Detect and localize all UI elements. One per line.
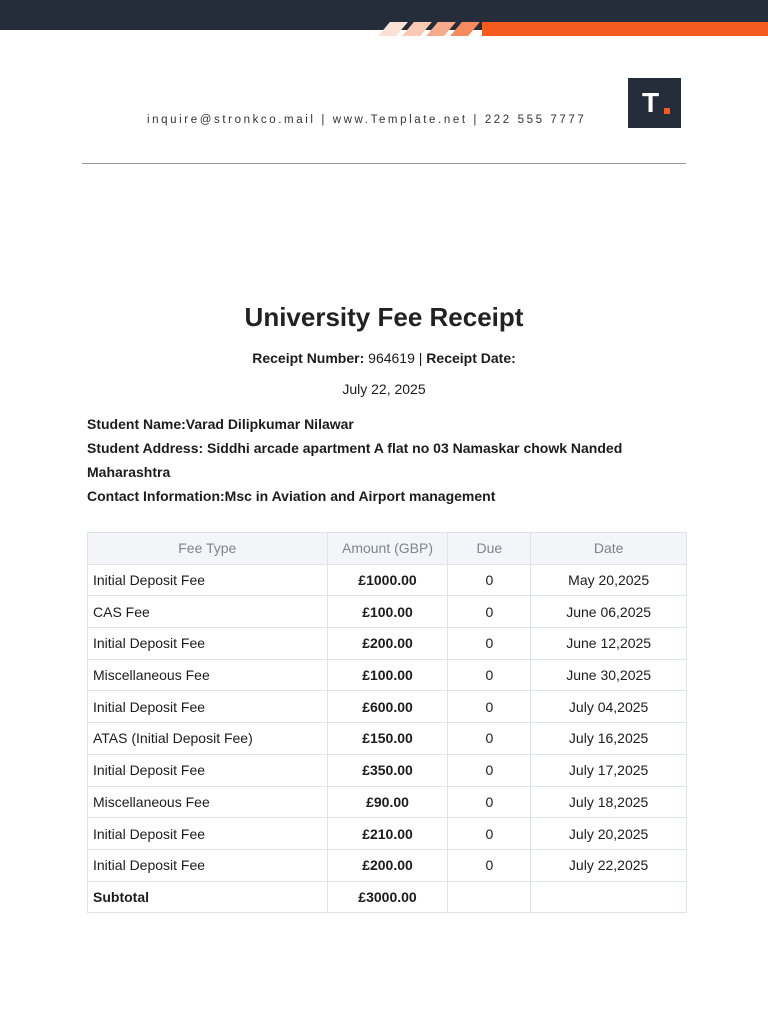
fee-type: CAS Fee: [88, 596, 328, 628]
header-amount: Amount (GBP): [327, 533, 448, 565]
document-title: University Fee Receipt: [244, 302, 524, 332]
subtotal-row: [88, 881, 687, 913]
student-address: Siddhi arcade apartment A flat no 03 Namaskar chowk Nanded Maharashtra: [87, 440, 623, 480]
fee-date: July 16,2025: [531, 723, 687, 755]
fee-due: 0: [448, 723, 531, 755]
fee-date: July 04,2025: [531, 691, 687, 723]
contact-info-value: Msc in Aviation and Airport management: [224, 488, 496, 504]
header-stripes: [376, 22, 488, 36]
fee-date: May 20,2025: [531, 564, 687, 596]
fee-amount: £1000.00: [327, 564, 448, 596]
fee-date: June 30,2025: [531, 659, 687, 691]
student-address-label: Student Address:: [87, 440, 204, 456]
company-logo: [628, 78, 681, 128]
student-name: Varad Dilipkumar Nilawar: [185, 416, 354, 432]
fee-type: ATAS (Initial Deposit Fee): [88, 723, 328, 755]
fee-type: Initial Deposit Fee: [88, 849, 328, 881]
fee-amount: £90.00: [327, 786, 448, 818]
separator: |: [418, 350, 423, 366]
table-row: [88, 659, 687, 691]
fee-date: July 18,2025: [531, 786, 687, 818]
student-info: [87, 412, 687, 508]
fee-amount: £210.00: [327, 818, 448, 850]
table-row: [88, 754, 687, 786]
table-row: [88, 564, 687, 596]
fee-amount: £200.00: [327, 628, 448, 660]
table-row: [88, 849, 687, 881]
fee-type: Initial Deposit Fee: [88, 754, 328, 786]
table-header-row: [88, 533, 687, 565]
fee-amount: £200.00: [327, 849, 448, 881]
fee-due: 0: [448, 849, 531, 881]
fee-amount: £150.00: [327, 723, 448, 755]
fee-due: 0: [448, 691, 531, 723]
fee-due: 0: [448, 786, 531, 818]
fee-amount: £100.00: [327, 596, 448, 628]
fee-amount: £600.00: [327, 691, 448, 723]
subtotal-amount: £3000.00: [327, 881, 448, 913]
header-accent-bar: [482, 22, 768, 36]
table-row: [88, 723, 687, 755]
fee-due: 0: [448, 754, 531, 786]
logo-letter: T: [642, 87, 660, 118]
table-row: [88, 691, 687, 723]
contact-info: inquire@stronkco.mail | www.Template.net | 222 555 7777: [147, 114, 587, 126]
subtotal-date-empty: [531, 881, 687, 913]
table-row: [88, 596, 687, 628]
receipt-date: July 22, 2025: [342, 381, 426, 397]
fee-amount: £350.00: [327, 754, 448, 786]
header-divider: [82, 163, 686, 164]
fee-type: Initial Deposit Fee: [88, 564, 328, 596]
table-row: [88, 628, 687, 660]
fee-type: Miscellaneous Fee: [88, 786, 328, 818]
receipt-number-label: Receipt Number:: [252, 350, 365, 366]
fee-date: July 22,2025: [531, 849, 687, 881]
fee-date: June 12,2025: [531, 628, 687, 660]
contact-info-label: Contact Information:: [87, 488, 225, 504]
fee-type: Initial Deposit Fee: [88, 818, 328, 850]
fee-amount: £100.00: [327, 659, 448, 691]
table-row: [88, 786, 687, 818]
fee-type: Miscellaneous Fee: [88, 659, 328, 691]
fee-type: Initial Deposit Fee: [88, 691, 328, 723]
fee-table: [87, 532, 687, 913]
fee-date: July 20,2025: [531, 818, 687, 850]
contact-info-line: [87, 484, 687, 508]
subtotal-label: Subtotal: [88, 881, 328, 913]
subtotal-due-empty: [448, 881, 531, 913]
fee-date: June 06,2025: [531, 596, 687, 628]
fee-date: July 17,2025: [531, 754, 687, 786]
header-date: Date: [531, 533, 687, 565]
receipt-date-label: Receipt Date:: [426, 350, 516, 366]
header-fee-type: Fee Type: [88, 533, 328, 565]
fee-due: 0: [448, 628, 531, 660]
student-address-line: [87, 436, 687, 484]
fee-due: 0: [448, 659, 531, 691]
student-name-label: Student Name:: [87, 416, 186, 432]
stripe: [450, 22, 480, 36]
student-name-line: [87, 412, 687, 436]
receipt-number: 964619: [368, 350, 415, 366]
fee-type: Initial Deposit Fee: [88, 628, 328, 660]
receipt-number-line: [0, 350, 768, 366]
fee-due: 0: [448, 564, 531, 596]
table-row: [88, 818, 687, 850]
fee-due: 0: [448, 596, 531, 628]
header-due: Due: [448, 533, 531, 565]
logo-dot-icon: [664, 108, 670, 114]
fee-due: 0: [448, 818, 531, 850]
